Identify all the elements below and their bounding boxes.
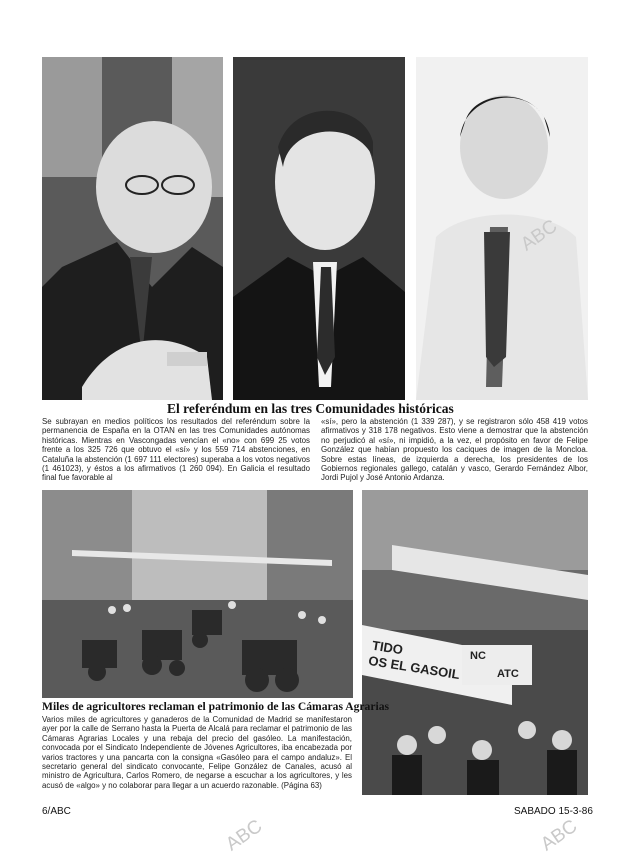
article2-body: Varios miles de agricultores y ganaderos de la Comunidad de Madrid se manifestaron ayer por la calle de Serrano hasta la Puerta de Alcalá para reclamar el patrimonio de las Cámaras Agrarias Locales y una rebaja del precio del gasóleo. La manifestación, convocada por el Sindicato Independiente de Jóvenes Agricultores, iba encabezada por varios tractores y una pancarta con la consigna «Gasóleo para el campo andaluz». El secretario general del sindicato convocante, Felipe González de Canales, acusó al ministro de Agricultura, Carlos Romero, de negarse a escuchar a los agricultores, y les acusó de «algo» y no colaborar para llegar a un acuerdo razonable. (Página 63) <box>42 715 352 790</box>
photo-tractor-protest <box>42 490 353 698</box>
watermark-abc-2: ABC <box>222 815 267 856</box>
photo-jose-antonio-ardanza <box>416 57 588 400</box>
photo-jordi-pujol <box>233 57 405 400</box>
banner-text-line-1: TIDO <box>371 637 405 658</box>
watermark-abc-1: ABC <box>517 215 562 256</box>
photo-protest-banner <box>362 490 588 795</box>
article2-headline: Miles de agricultores reclaman el patrimonio de las Cámaras Agrarias <box>42 700 390 713</box>
banner-text-tag-1: NC <box>470 650 486 662</box>
page-date: SABADO 15-3-86 <box>514 806 593 817</box>
photo-fernandez-albor <box>42 57 223 400</box>
watermark-abc-3: ABC <box>537 815 582 856</box>
article1-column-2: «sí», pero la abstención (1 339 287), y se registraron sólo 458 419 votos afirmativos y 318 178 negativos. Esto viene a demostrar que la abstención no perjudicó al «sí», ni impidió, a la vez, el propósito en favor de Felipe González que habían propuesto los caciques de imagen de la Moncloa. Sobre estas líneas, de izquierda a derecha, los presidentes de los Gobiernos regionales gallego, catalán y vasco, Gerardo Fernández Albor, Jordi Pujol y José Antonio Ardanza. <box>321 417 588 483</box>
article1-headline: El referéndum en las tres Comunidades históricas <box>167 401 454 416</box>
banner-text-tag-2: ATC <box>497 668 519 680</box>
article1-column-1: Se subrayan en medios políticos los resultados del referéndum sobre la permanencia de España en la OTAN en las tres Comunidades autónomas históricas. Mientras en Vascongadas vencían el «no» con 699 25 votos frente a los 325 726 que obtuvo el «sí» y los 559 714 abstenciones, en Cataluña la abstención (1 697 111 electores) superaba a los votos negativos (1 461023), y éstos a los afirmativos (1 260 094). En Galicia el resultado final fue favorable al <box>42 417 310 483</box>
page-label: 6/ABC <box>42 806 71 817</box>
banner-text-line-2: OS EL GASOIL <box>367 652 461 683</box>
